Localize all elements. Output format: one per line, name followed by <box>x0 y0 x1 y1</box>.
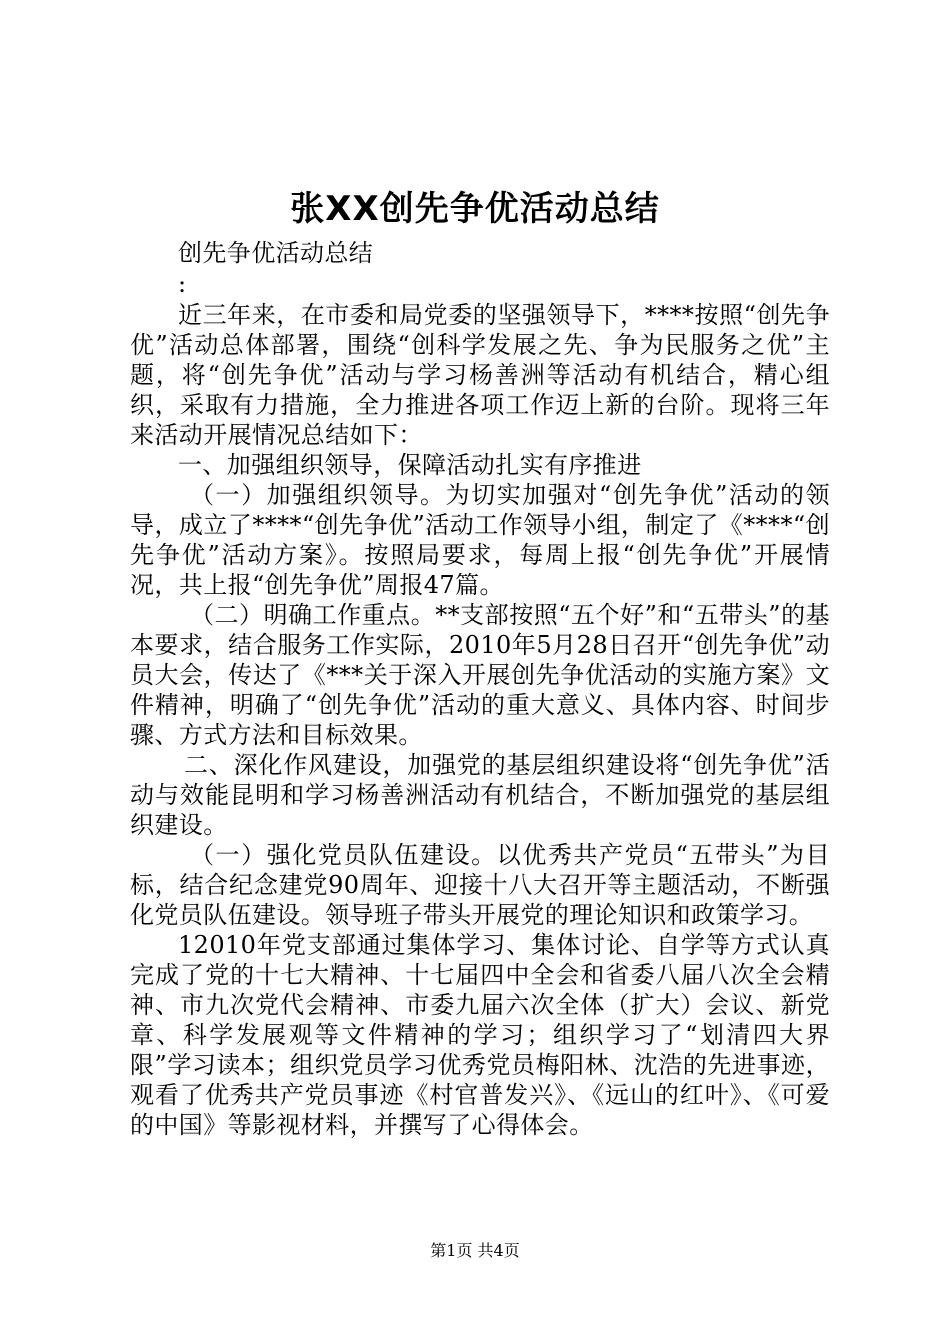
paragraph-section-1-item-2: （二）明确工作重点。**支部按照“五个好”和“五带头”的基本要求，结合服务工作实际，2010年5月28日召开“创先争优”动员大会，传达了《***关于深入开展创先争优活动的实施方案》文件精神，明确了“创先争优”活动的重大意义、具体内容、时间步骤、方式方法和目标效果。 <box>130 601 830 749</box>
page-number-footer: 第1页 共4页 <box>430 1241 520 1260</box>
paragraph-section-2-item-1: （一）强化党员队伍建设。以优秀共产党员“五带头”为目标，结合纪念建党90周年、迎接十八大召开等主题活动，不断强化党员队伍建设。领导班子带头开展党的理论知识和政策学习。 <box>130 841 830 929</box>
document-subtitle: 创先争优活动总结 <box>178 239 374 267</box>
paragraph-intro: 近三年来，在市委和局党委的坚强领导下，****按照“创先争优”活动总体部署，围绕“创科学发展之先、争为民服务之优”主题，将“创先争优”活动与学习杨善洲等活动有机结合，精心组织，采取有力措施，全力推进各项工作迈上新的台阶。现将三年来活动开展情况总结如下： <box>130 301 830 449</box>
heading-section-1: 一、加强组织领导，保障活动扎实有序推进 <box>178 451 642 479</box>
document-body <box>130 238 830 1140</box>
document-title: 张XX创先争优活动总结 <box>290 189 660 229</box>
subtitle-colon: : <box>178 270 187 298</box>
paragraph-section-1-item-1: （一）加强组织领导。为切实加强对“创先争优”活动的领导，成立了****“创先争优”活动工作领导小组，制定了《****“创先争优”活动方案》。按照局要求，每周上报“创先争优”开展情况，共上报“创先争优”周报47篇。 <box>130 481 830 599</box>
heading-section-2: 二、深化作风建设，加强党的基层组织建设将“创先争优”活动与效能昆明和学习杨善洲活动有机结合，不断加强党的基层组织建设。 <box>130 751 830 839</box>
paragraph-section-2-study: 12010年党支部通过集体学习、集体讨论、自学等方式认真完成了党的十七大精神、十七届四中全会和省委八届八次全会精神、市九次党代会精神、市委九届六次全体（扩大）会议、新党章、科学发展观等文件精神的学习；组织学习了“划清四大界限”学习读本；组织党员学习优秀党员梅阳林、沈浩的先进事迹，观看了优秀共产党员事迹《村官普发兴》、《远山的红叶》、《可爱的中国》等影视材料，并撰写了心得体会。 <box>130 931 830 1139</box>
